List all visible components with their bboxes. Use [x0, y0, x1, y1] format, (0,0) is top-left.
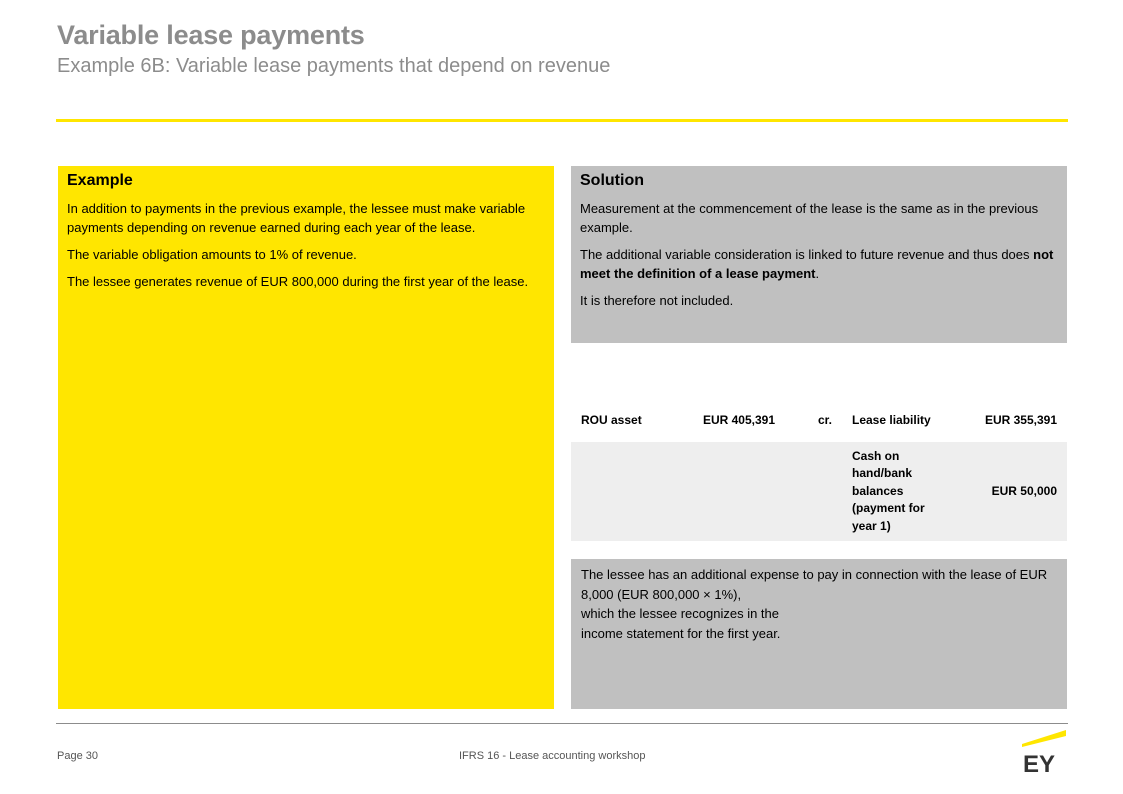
credit-account: Lease liability: [842, 398, 952, 442]
credit-amount: EUR 50,000: [952, 442, 1067, 541]
page-title: Variable lease payments: [57, 20, 365, 50]
table-row: [571, 442, 1067, 541]
credit-amount: EUR 355,391: [952, 398, 1067, 442]
solution-paragraph-2: [580, 245, 1058, 283]
debit-amount: EUR 405,391: [685, 398, 785, 442]
example-panel: [58, 166, 554, 709]
journal-entry-table: [571, 398, 1067, 541]
footer-divider: [56, 723, 1068, 724]
credit-marker: cr.: [785, 398, 842, 442]
example-paragraph-1: In addition to payments in the previous example, the lessee must make variable payments depending on revenue earned during each year of the lease.: [67, 201, 526, 235]
debit-amount: [685, 442, 785, 541]
ey-logo-icon: [1020, 728, 1068, 776]
example-paragraph-3: The lessee generates revenue of EUR 800,000 during the first year of the lease.: [67, 274, 529, 289]
solution-panel: [571, 166, 1067, 343]
example-heading: Example: [67, 172, 133, 189]
solution-paragraph-1: Measurement at the commencement of the lease is the same as in the previous example.: [580, 201, 1039, 235]
debit-account: [571, 442, 685, 541]
solution-p2-emphasis: not meet the definition of a lease payment: [580, 247, 1054, 281]
svg-text:EY: EY: [1023, 751, 1056, 776]
footer-title: IFRS 16 - Lease accounting workshop: [459, 750, 646, 762]
solution-p2-text: The additional variable consideration is linked to future revenue and thus does: [580, 247, 1034, 262]
example-paragraph-2: The variable obligation amounts to 1% of revenue.: [67, 247, 357, 262]
page-number: Page 30: [57, 750, 98, 762]
note-line-2: which the lessee recognizes in the: [581, 606, 780, 621]
credit-marker: [785, 442, 842, 541]
note-line-3: income statement for the first year.: [581, 625, 781, 641]
credit-account: Cash on hand/bank balances (payment for year 1): [842, 442, 952, 541]
title-divider: [56, 119, 1068, 122]
table-row: [571, 398, 1067, 442]
solution-heading: Solution: [580, 172, 644, 189]
solution-paragraph-3: It is therefore not included.: [580, 293, 734, 308]
page-subtitle: Example 6B: Variable lease payments that depend on revenue: [57, 55, 611, 77]
expense-note-panel: [571, 559, 1067, 709]
note-line-1: The lessee has an additional expense to pay in connection with the lease of EUR 8,000 (EUR 800,000 × 1%),: [581, 567, 1048, 602]
solution-p2-end: .: [815, 266, 820, 281]
debit-account: ROU asset: [571, 398, 685, 442]
